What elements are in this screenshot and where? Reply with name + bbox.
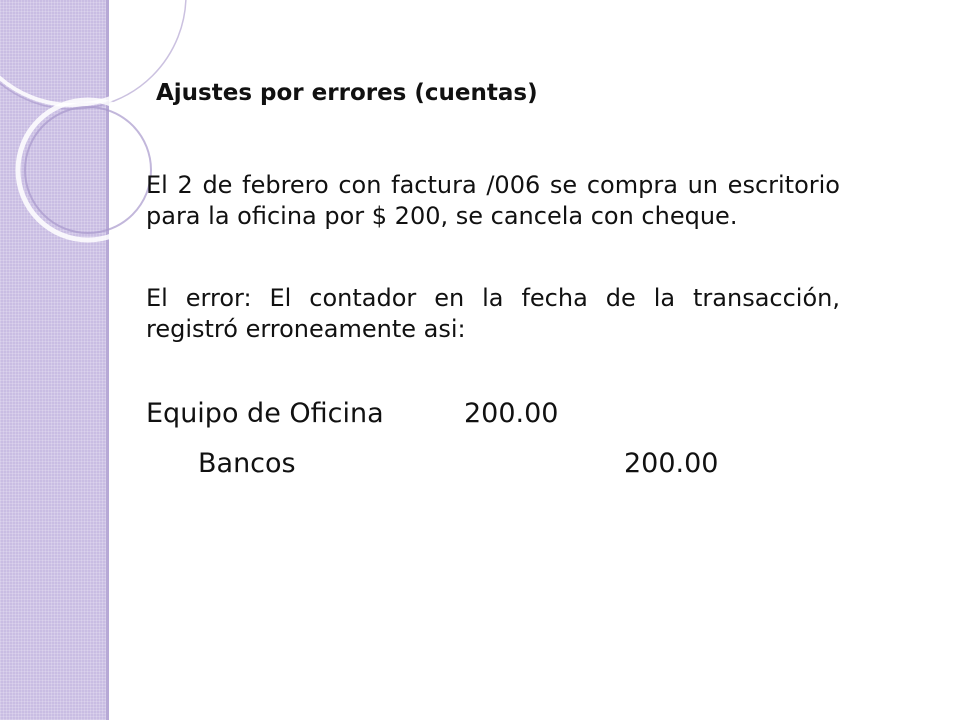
paragraph-error: El error: El contador en la fecha de la transacción, registró erroneamente asi: xyxy=(146,284,840,343)
entry-credit-amount: 200.00 xyxy=(624,448,719,479)
decorative-ring-large xyxy=(0,0,182,105)
entry-debit-account: Equipo de Oficina xyxy=(146,398,384,429)
slide-title: Ajustes por errores (cuentas) xyxy=(156,80,538,106)
paragraph-transaction: El 2 de febrero con factura /006 se compra un escritorio para la oficina por $ 200, se cancela con cheque. xyxy=(146,171,840,230)
entry-credit-account: Bancos xyxy=(198,448,296,479)
decorative-ring-small-outline xyxy=(25,107,151,233)
decorative-ring-small xyxy=(18,100,158,240)
entry-debit-amount: 200.00 xyxy=(464,398,559,429)
